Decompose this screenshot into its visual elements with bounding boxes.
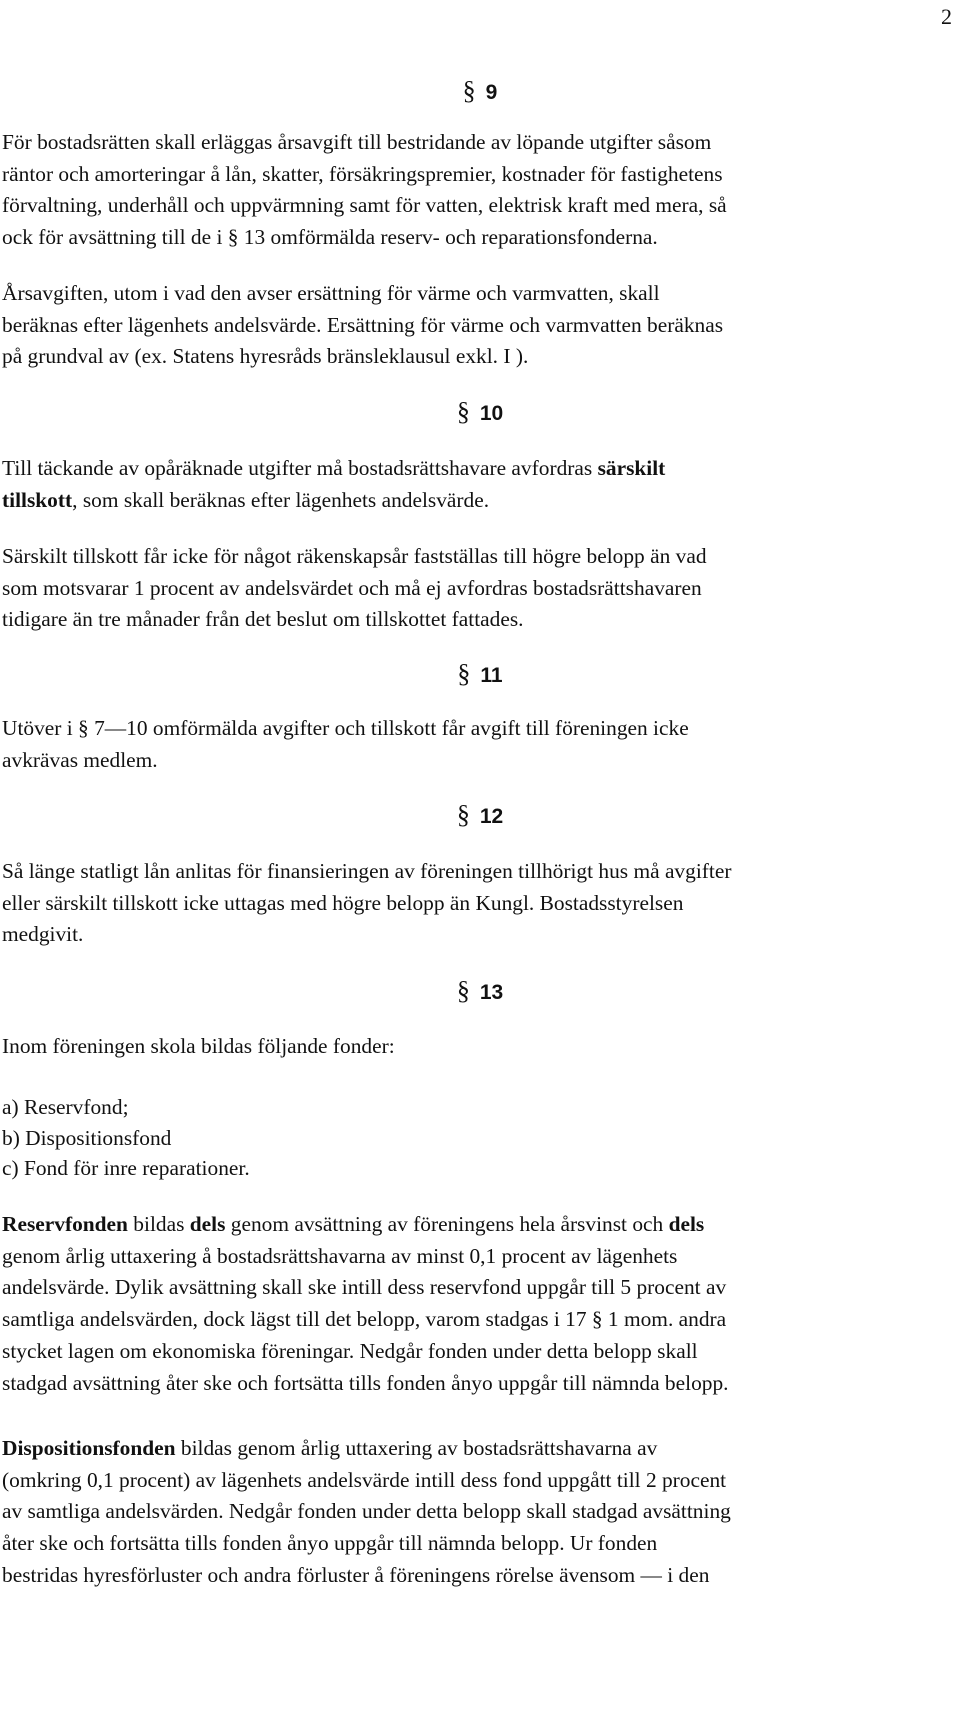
- text-run: Till täckande av opåräknade utgifter må bostadsrättshavare avfordras: [2, 456, 598, 480]
- paragraph-10b: [2, 541, 954, 636]
- text-run: bildas: [127, 1212, 190, 1236]
- list-item: b) Dispositionsfond: [2, 1125, 172, 1150]
- section-heading-12: [0, 800, 960, 830]
- section-sign: §: [462, 76, 476, 105]
- text-line: Inom föreningen skola bildas följande fonder:: [2, 1034, 395, 1058]
- text-line: förvaltning, underhåll och uppvärmning samt för vatten, elektrisk kraft med mera, så: [2, 193, 727, 218]
- text-line: [2, 1433, 954, 1465]
- paragraph-10a: [2, 453, 954, 516]
- section-number: 13: [479, 981, 504, 1004]
- section-number: 9: [485, 81, 498, 104]
- text-run: bildas genom årlig uttaxering av bostadsrättshavarna av: [175, 1436, 658, 1460]
- section-sign: §: [456, 800, 470, 829]
- text-line: åter ske och fortsätta tills fonden ånyo uppgår till nämnda belopp. Ur fonden: [2, 1531, 658, 1556]
- text-line: För bostadsrätten skall erläggas årsavgift till bestridande av löpande utgifter såsom: [2, 130, 712, 154]
- fund-list: [2, 1092, 250, 1184]
- text-line: Så länge statligt lån anlitas för finansieringen av föreningen tillhörigt hus må avgifter: [2, 859, 732, 883]
- section-sign: §: [456, 976, 470, 1005]
- text-line: [2, 485, 954, 517]
- paragraph-9b: [2, 278, 954, 373]
- section-heading-9: [0, 76, 960, 106]
- section-heading-11: [0, 659, 960, 689]
- text-line: [2, 453, 954, 485]
- text-line: beräknas efter lägenhets andelsvärde. Ersättning för värme och varmvatten beräknas: [2, 312, 724, 337]
- paragraph-9a: [2, 127, 954, 254]
- text-line: andelsvärde. Dylik avsättning skall ske intill dess reservfond uppgår till 5 procent av: [2, 1275, 727, 1300]
- paragraph-reservfond: [2, 1209, 954, 1399]
- text-line: bestridas hyresförluster och andra förluster å föreningens rörelse ävensom — i den: [2, 1562, 710, 1587]
- text-line: på grundval av (ex. Statens hyresråds bränsleklausul exkl. I ).: [2, 344, 529, 369]
- bold-text: Dispositionsfonden: [2, 1436, 176, 1460]
- section-heading-10: [0, 397, 960, 427]
- text-line: av samtliga andelsvärden. Nedgår fonden under detta belopp skall stadgad avsättning: [2, 1499, 731, 1524]
- bold-text: dels: [668, 1212, 705, 1236]
- text-line: eller särskilt tillskott icke uttagas med högre belopp än Kungl. Bostadsstyrelsen: [2, 890, 684, 915]
- section-number: 11: [480, 664, 503, 687]
- text-line: Särskilt tillskott får icke för något räkenskapsår fastställas till högre belopp än vad: [2, 544, 707, 568]
- text-line: [2, 1209, 954, 1241]
- text-line: medgivit.: [2, 922, 84, 947]
- text-line: ock för avsättning till de i § 13 omförmälda reserv- och reparationsfonderna.: [2, 225, 658, 250]
- text-line: stycket lagen om ekonomiska föreningar. Nedgår fonden under detta belopp skall: [2, 1338, 698, 1363]
- bold-text: dels: [189, 1212, 226, 1236]
- text-line: stadgad avsättning åter ske och fortsätta tills fonden ånyo uppgår till nämnda belopp.: [2, 1370, 729, 1395]
- page-number: 2: [941, 4, 952, 29]
- paragraph-13-intro: [2, 1031, 954, 1063]
- text-line: som motsvarar 1 procent av andelsvärdet och må ej avfordras bostadsrättshavaren: [2, 575, 702, 600]
- text-line: Årsavgiften, utom i vad den avser ersättning för värme och varmvatten, skall: [2, 281, 660, 305]
- text-line: samtliga andelsvärden, dock lägst till det belopp, varom stadgas i 17 § 1 mom. andra: [2, 1307, 727, 1332]
- bold-text: tillskott: [2, 487, 73, 512]
- list-item: a) Reservfond;: [2, 1095, 129, 1119]
- text-line: (omkring 0,1 procent) av lägenhets andelsvärde intill dess fond uppgått till 2 procent: [2, 1467, 727, 1492]
- bold-text: särskilt: [597, 456, 666, 480]
- text-line: genom årlig uttaxering å bostadsrättshavarna av minst 0,1 procent av lägenhets: [2, 1243, 678, 1268]
- paragraph-11: [2, 713, 954, 776]
- text-run: genom avsättning av föreningens hela årsvinst och: [225, 1212, 669, 1236]
- paragraph-12: [2, 856, 954, 951]
- section-sign: §: [457, 659, 471, 688]
- text-run: , som skall beräknas efter lägenhets andelsvärde.: [72, 487, 490, 512]
- list-item: c) Fond för inre reparationer.: [2, 1156, 250, 1180]
- text-line: räntor och amorteringar å lån, skatter, försäkringspremier, kostnader för fastighetens: [2, 161, 723, 186]
- paragraph-dispositionsfond: [2, 1433, 954, 1592]
- section-number: 10: [479, 402, 504, 425]
- section-number: 12: [479, 805, 504, 828]
- text-line: tidigare än tre månader från det beslut om tillskottet fattades.: [2, 607, 524, 632]
- text-line: avkrävas medlem.: [2, 747, 158, 772]
- section-sign: §: [456, 397, 470, 426]
- bold-text: Reservfonden: [2, 1212, 128, 1236]
- text-line: Utöver i § 7—10 omförmälda avgifter och tillskott får avgift till föreningen icke: [2, 716, 689, 740]
- section-heading-13: [0, 976, 960, 1006]
